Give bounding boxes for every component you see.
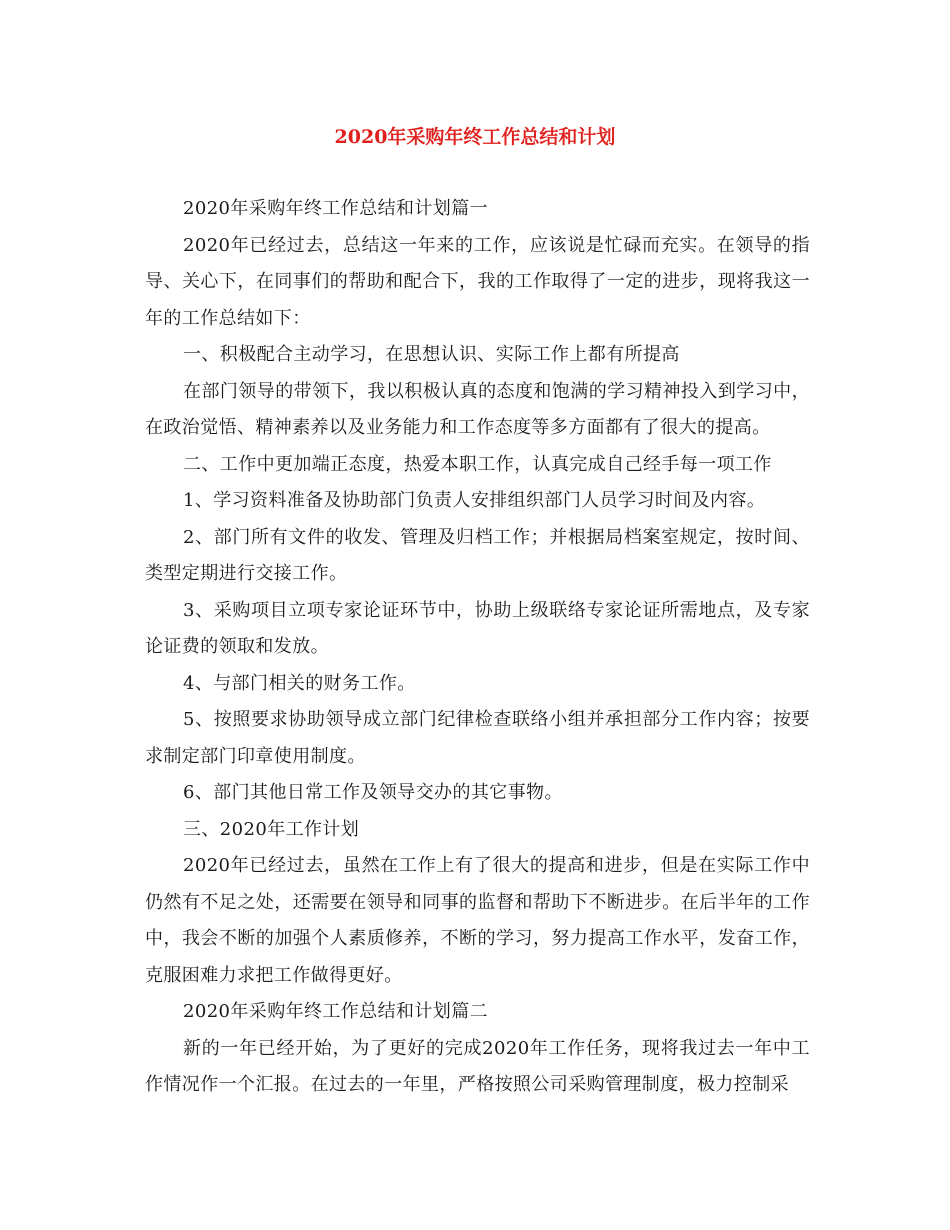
list-item: 1、学习资料准备及协助部门负责人安排组织部门人员学习时间及内容。 <box>183 490 766 511</box>
document-body <box>145 191 810 1104</box>
section-heading-part-two: 2020年采购年终工作总结和计划篇二 <box>183 1001 489 1022</box>
body-paragraph: 在部门领导的带领下，我以积极认真的态度和饱满的学习精神投入到学习中，在政治觉悟、精神素养以及业务能力和工作态度等多方面都有了很大的提高。 <box>145 380 810 438</box>
section-heading-part-one: 2020年采购年终工作总结和计划篇一 <box>183 198 489 219</box>
section-heading-two: 二、工作中更加端正态度，热爱本职工作，认真完成自己经手每一项工作 <box>183 453 772 475</box>
section-heading-three: 三、2020年工作计划 <box>183 818 360 840</box>
list-item: 4、与部门相关的财务工作。 <box>183 672 416 694</box>
body-paragraph: 2020年已经过去，虽然在工作上有了很大的提高和进步，但是在实际工作中仍然有不足之处，还需要在领导和同事的监督和帮助下不断进步。在后半年的工作中，我会不断的加强个人素质修养，不断的学习，努力提高工作水平，发奋工作，克服困难力求把工作做得更好。 <box>145 855 810 986</box>
list-item: 6、部门其他日常工作及领导交办的其它事物。 <box>183 782 563 803</box>
body-paragraph: 2020年已经过去，总结这一年来的工作，应该说是忙碌而充实。在领导的指导、关心下，在同事们的帮助和配合下，我的工作取得了一定的进步，现将我这一年的工作总结如下： <box>145 234 810 329</box>
section-heading-one: 一、积极配合主动学习，在思想认识、实际工作上都有所提高 <box>183 344 680 365</box>
list-item: 2、部门所有文件的收发、管理及归档工作；并根据局档案室规定，按时间、类型定期进行交接工作。 <box>145 526 810 584</box>
list-item: 5、按照要求协助领导成立部门纪律检查联络小组并承担部分工作内容；按要求制定部门印章使用制度。 <box>145 709 810 767</box>
list-item: 3、采购项目立项专家论证环节中，协助上级联络专家论证所需地点，及专家论证费的领取和发放。 <box>145 599 810 657</box>
body-paragraph: 新的一年已经开始，为了更好的完成2020年工作任务，现将我过去一年中工作情况作一个汇报。在过去的一年里，严格按照公司采购管理制度，极力控制采 <box>145 1037 810 1095</box>
document-title: 2020年采购年终工作总结和计划 <box>334 126 616 148</box>
